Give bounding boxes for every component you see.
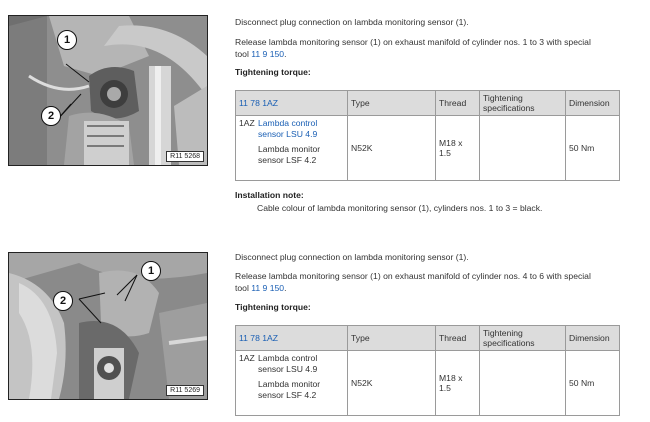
instruction-disconnect: Disconnect plug connection on lambda monitoring sensor (1). (235, 252, 469, 262)
type-cell: N52K (348, 351, 436, 416)
torque-heading: Tightening torque: (235, 67, 311, 77)
applicability-cell (236, 351, 348, 416)
table-header-spec: Tightening specifications (480, 326, 566, 351)
engine-photo-2 (8, 252, 208, 400)
instruction-tool-line: tool 11 9 150. (235, 283, 287, 293)
installation-note-heading: Installation note: (235, 190, 304, 200)
sensor-lsu-label: Lambda control sensor LSU 4.9 (258, 353, 318, 374)
table-header-spec: Tightening specifications (480, 91, 566, 116)
callout-1: 1 (57, 30, 77, 50)
applicability-cell (236, 116, 348, 181)
table-header-dimension: Dimension (566, 91, 620, 116)
table-header-row (236, 326, 620, 351)
torque-table (235, 325, 620, 416)
callout-2: 2 (41, 106, 61, 126)
torque-heading: Tightening torque: (235, 302, 311, 312)
engine-photo-1 (8, 15, 208, 166)
callout-1: 1 (141, 261, 161, 281)
procedure-step-2 (0, 247, 650, 417)
table-header-type: Type (348, 326, 436, 351)
instruction-tool-line: tool 11 9 150. (235, 49, 287, 59)
engine-photo-1-image (9, 16, 207, 165)
type-cell: N52K (348, 116, 436, 181)
engine-photo-2-image (9, 253, 207, 399)
sensor-lsf-label: Lambda monitor sensor LSF 4.2 (258, 144, 321, 165)
instruction-release: Release lambda monitoring sensor (1) on exhaust manifold of cylinder nos. 4 to 6 with special (235, 271, 591, 281)
spec-cell (480, 351, 566, 416)
callout-2: 2 (53, 291, 73, 311)
table-header-code[interactable]: 11 78 1AZ (236, 326, 348, 351)
applicability-prefix: 1AZ (239, 353, 255, 363)
special-tool-link[interactable]: 11 9 150 (251, 283, 285, 293)
thread-cell: M18 x 1.5 (436, 351, 480, 416)
table-header-thread: Thread (436, 91, 480, 116)
table-header-row (236, 91, 620, 116)
torque-table (235, 90, 620, 181)
dimension-cell: 50 Nm (566, 351, 620, 416)
table-header-code[interactable]: 11 78 1AZ (236, 91, 348, 116)
figure-label: R11 5269 (166, 385, 204, 396)
table-header-type: Type (348, 91, 436, 116)
sensor-lsu-link[interactable]: Lambda control sensor LSU 4.9 (258, 118, 318, 139)
table-row (236, 351, 620, 416)
thread-cell: M18 x 1.5 (436, 116, 480, 181)
applicability-prefix: 1AZ (239, 118, 255, 128)
instruction-release: Release lambda monitoring sensor (1) on exhaust manifold of cylinder nos. 1 to 3 with special (235, 37, 591, 47)
instruction-disconnect: Disconnect plug connection on lambda monitoring sensor (1). (235, 17, 469, 27)
table-header-thread: Thread (436, 326, 480, 351)
spec-cell (480, 116, 566, 181)
table-header-dimension: Dimension (566, 326, 620, 351)
table-row (236, 116, 620, 181)
installation-note-text: Cable colour of lambda monitoring sensor (1), cylinders nos. 1 to 3 = black. (257, 203, 543, 213)
sensor-lsf-label: Lambda monitor sensor LSF 4.2 (258, 379, 321, 400)
figure-label: R11 5268 (166, 151, 204, 162)
dimension-cell: 50 Nm (566, 116, 620, 181)
special-tool-link[interactable]: 11 9 150 (251, 49, 285, 59)
